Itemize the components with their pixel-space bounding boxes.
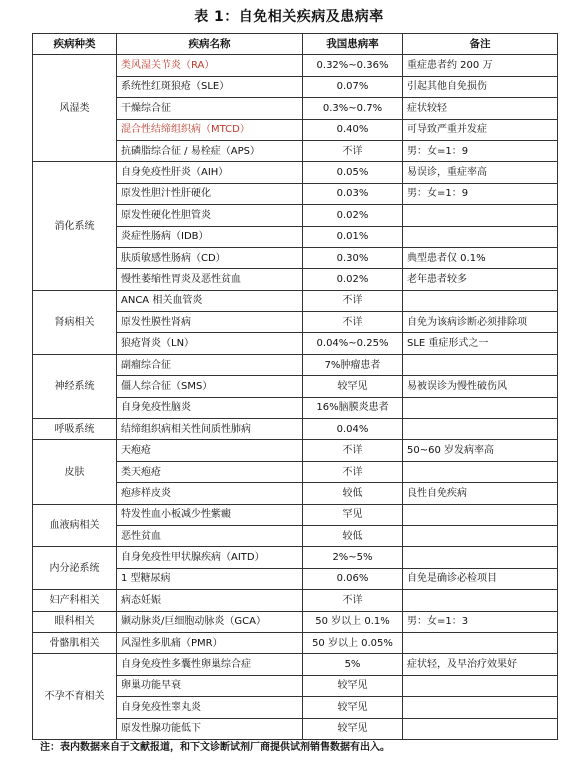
remark-cell (403, 525, 558, 546)
disease-name-cell: 疱疹样皮炎 (117, 483, 303, 504)
disease-name-cell: 干燥综合征 (117, 98, 303, 119)
disease-name-cell: 原发性硬化性胆管炎 (117, 205, 303, 226)
disease-name-cell: 原发性胆汁性肝硬化 (117, 183, 303, 204)
remark-cell (403, 419, 558, 440)
prevalence-cell: 不详 (303, 461, 403, 482)
prevalence-cell: 较低 (303, 525, 403, 546)
disease-name-cell: 类天疱疮 (117, 461, 303, 482)
prevalence-cell: 0.06% (303, 568, 403, 589)
remark-cell: 引起其他自免损伤 (403, 76, 558, 97)
category-cell: 不孕不育相关 (33, 654, 117, 740)
remark-cell (403, 397, 558, 418)
footnote: 注：表内数据来自于文献报道，和下文诊断试剂厂商提供试剂销售数据有出入。 (40, 742, 390, 753)
disease-name-cell: 原发性腺功能低下 (117, 718, 303, 739)
disease-name-cell: 自身免疫性肝炎（AIH） (117, 162, 303, 183)
table-row (33, 504, 558, 525)
remark-cell (403, 290, 558, 311)
remark-cell: 易误诊，重症率高 (403, 162, 558, 183)
prevalence-cell: 0.04% (303, 419, 403, 440)
prevalence-cell: 0.3%~0.7% (303, 98, 403, 119)
disease-name-cell: 原发性膜性肾病 (117, 312, 303, 333)
disease-name-cell: 副瘤综合征 (117, 354, 303, 375)
category-cell: 眼科相关 (33, 611, 117, 632)
remark-cell: 典型患者仅 0.1% (403, 247, 558, 268)
prevalence-cell: 0.04%~0.25% (303, 333, 403, 354)
remark-cell: 50~60 岁发病率高 (403, 440, 558, 461)
table-row (33, 547, 558, 568)
disease-name-cell: 自身免疫性脑炎 (117, 397, 303, 418)
remark-cell: 可导致严重并发症 (403, 119, 558, 140)
disease-name-cell: 天疱疮 (117, 440, 303, 461)
header-remark: 备注 (403, 34, 558, 55)
category-cell: 妇产科相关 (33, 590, 117, 611)
header-row (33, 34, 558, 55)
prevalence-cell: 罕见 (303, 504, 403, 525)
header-prevalence: 我国患病率 (303, 34, 403, 55)
category-cell: 呼吸系统 (33, 419, 117, 440)
table-row (33, 354, 558, 375)
disease-name-cell: 炎症性肠病（IDB） (117, 226, 303, 247)
remark-cell (403, 547, 558, 568)
prevalence-cell: 7%肿瘤患者 (303, 354, 403, 375)
remark-cell: 良性自免疾病 (403, 483, 558, 504)
table-body (33, 55, 558, 740)
prevalence-cell: 不详 (303, 140, 403, 161)
remark-cell: 易被误诊为慢性破伤风 (403, 376, 558, 397)
remark-cell (403, 590, 558, 611)
category-cell: 消化系统 (33, 162, 117, 290)
table-title: 表 1：自免相关疾病及患病率 (194, 9, 384, 25)
prevalence-cell: 不详 (303, 312, 403, 333)
prevalence-cell: 较罕见 (303, 376, 403, 397)
disease-name-cell: 自身免疫性多囊性卵巢综合症 (117, 654, 303, 675)
remark-cell: 男：女=1：9 (403, 183, 558, 204)
prevalence-cell: 较低 (303, 483, 403, 504)
remark-cell: 男：女=1：9 (403, 140, 558, 161)
remark-cell: SLE 重症形式之一 (403, 333, 558, 354)
category-cell: 内分泌系统 (33, 547, 117, 590)
prevalence-cell: 0.40% (303, 119, 403, 140)
disease-name-cell: 慢性萎缩性胃炎及恶性贫血 (117, 269, 303, 290)
remark-cell (403, 226, 558, 247)
category-cell: 骨骼肌相关 (33, 632, 117, 653)
prevalence-cell: 不详 (303, 290, 403, 311)
prevalence-cell: 较罕见 (303, 718, 403, 739)
category-cell: 肾病相关 (33, 290, 117, 354)
disease-name-cell: 病态妊娠 (117, 590, 303, 611)
disease-name-cell: ANCA 相关血管炎 (117, 290, 303, 311)
table-row (33, 55, 558, 76)
remark-cell: 症状较轻 (403, 98, 558, 119)
table-row (33, 590, 558, 611)
disease-name-cell: 类风湿关节炎（RA） (117, 55, 303, 76)
disease-name-cell: 1 型糖尿病 (117, 568, 303, 589)
disease-name-cell: 恶性贫血 (117, 525, 303, 546)
prevalence-cell: 0.30% (303, 247, 403, 268)
remark-cell (403, 697, 558, 718)
remark-cell: 自免是确诊必检项目 (403, 568, 558, 589)
header-disease-name: 疾病名称 (117, 34, 303, 55)
prevalence-cell: 2%~5% (303, 547, 403, 568)
prevalence-cell: 50 岁以上 0.1% (303, 611, 403, 632)
remark-cell (403, 504, 558, 525)
header-category: 疾病种类 (33, 34, 117, 55)
table-row (33, 654, 558, 675)
table-row (33, 290, 558, 311)
disease-table (32, 33, 558, 740)
prevalence-cell: 0.03% (303, 183, 403, 204)
disease-name-cell: 狼疮肾炎（LN） (117, 333, 303, 354)
prevalence-cell: 0.07% (303, 76, 403, 97)
remark-cell (403, 354, 558, 375)
prevalence-cell: 5% (303, 654, 403, 675)
prevalence-cell: 不详 (303, 590, 403, 611)
category-cell: 神经系统 (33, 354, 117, 418)
table-row (33, 162, 558, 183)
disease-name-cell: 自身免疫性甲状腺疾病（AITD） (117, 547, 303, 568)
table-row (33, 419, 558, 440)
remark-cell (403, 718, 558, 739)
remark-cell: 男：女=1：3 (403, 611, 558, 632)
disease-name-cell: 抗磷脂综合征 / 易栓症（APS） (117, 140, 303, 161)
remark-cell: 重症患者约 200 万 (403, 55, 558, 76)
disease-name-cell: 自身免疫性睾丸炎 (117, 697, 303, 718)
prevalence-cell: 0.02% (303, 269, 403, 290)
disease-name-cell: 卵巢功能早衰 (117, 675, 303, 696)
disease-name-cell: 风湿性多肌痛（PMR） (117, 632, 303, 653)
table-row (33, 632, 558, 653)
remark-cell (403, 205, 558, 226)
table-row (33, 611, 558, 632)
table-row (33, 440, 558, 461)
disease-name-cell: 结缔组织病相关性间质性肺病 (117, 419, 303, 440)
prevalence-cell: 较罕见 (303, 697, 403, 718)
remark-cell (403, 632, 558, 653)
remark-cell (403, 461, 558, 482)
disease-name-cell: 系统性红斑狼疮（SLE） (117, 76, 303, 97)
disease-name-cell: 混合性结缔组织病（MTCD） (117, 119, 303, 140)
prevalence-cell: 0.02% (303, 205, 403, 226)
prevalence-cell: 16%脑膜炎患者 (303, 397, 403, 418)
remark-cell (403, 675, 558, 696)
remark-cell: 自免为该病诊断必须排除项 (403, 312, 558, 333)
remark-cell: 症状轻，及早治疗效果好 (403, 654, 558, 675)
disease-name-cell: 特发性血小板减少性紫癜 (117, 504, 303, 525)
disease-name-cell: 颞动脉炎/巨细胞动脉炎（GCA） (117, 611, 303, 632)
prevalence-cell: 0.32%~0.36% (303, 55, 403, 76)
remark-cell: 老年患者较多 (403, 269, 558, 290)
prevalence-cell: 0.05% (303, 162, 403, 183)
category-cell: 皮肤 (33, 440, 117, 504)
disease-name-cell: 僵人综合征（SMS） (117, 376, 303, 397)
prevalence-cell: 不详 (303, 440, 403, 461)
prevalence-cell: 较罕见 (303, 675, 403, 696)
prevalence-cell: 0.01% (303, 226, 403, 247)
category-cell: 血液病相关 (33, 504, 117, 547)
disease-name-cell: 肤质敏感性肠病（CD） (117, 247, 303, 268)
category-cell: 风湿类 (33, 55, 117, 162)
prevalence-cell: 50 岁以上 0.05% (303, 632, 403, 653)
